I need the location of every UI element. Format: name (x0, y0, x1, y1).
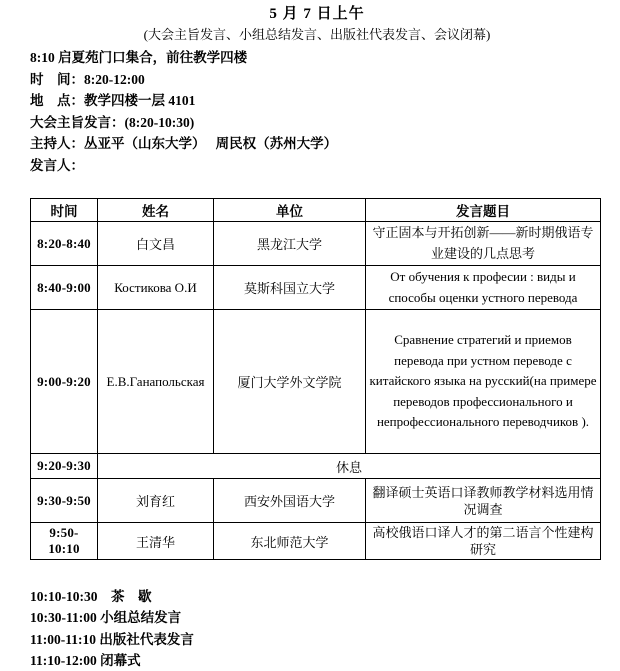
time-cell: 9:00-9:20 (31, 310, 98, 454)
info-line-hosts: 主持人：丛亚平（山东大学） 周民权（苏州大学） (30, 136, 338, 151)
footer-line-group-summary: 10:30-11:00 小组总结发言 (30, 610, 182, 626)
info-block (30, 47, 604, 176)
table-row (31, 310, 601, 454)
table-row (31, 266, 601, 310)
info-line-assembly: 8:10 启夏苑门口集合，前往教学四楼 (30, 50, 248, 65)
topic-cell: 守正固本与开拓创新——新时期俄语专业建设的几点思考 (366, 222, 601, 266)
topic-cell: 翻译硕士英语口译教师教学材料选用情况调查 (366, 479, 601, 523)
time-cell: 8:20-8:40 (31, 222, 98, 266)
column-header-topic: 发言题目 (366, 199, 601, 222)
topic-cell: От обучения к професии : виды и способы оценки устного перевода (366, 266, 601, 310)
column-header-time: 时间 (31, 199, 98, 222)
info-line-speakers: 发言人： (30, 157, 84, 173)
footer-line-closing: 11:10-12:00 闭幕式 (30, 652, 141, 668)
unit-cell: 东北师范大学 (214, 523, 366, 560)
unit-cell: 莫斯科国立大学 (214, 266, 366, 310)
topic-cell: 高校俄语口译人才的第二语言个性建构研究 (366, 523, 601, 560)
footer-line-tea-break: 10:10-10:30 茶 歇 (30, 589, 152, 604)
break-row (31, 454, 601, 479)
unit-cell: 厦门大学外文学院 (214, 310, 366, 454)
table-row (31, 479, 601, 523)
topic-cell: Сравнение стратегий и приемов перевода при устном переводе с китайского языка на русский(на примере переводов профессионального и непрофессионального переводчиков ). (366, 310, 601, 454)
page-title: 5 月 7 日上午 (269, 6, 365, 22)
footer-block (30, 586, 604, 671)
column-header-unit: 单位 (214, 199, 366, 222)
schedule-table (30, 198, 601, 560)
name-cell: 白文昌 (98, 222, 214, 266)
info-line-keynote: 大会主旨发言：(8:20-10:30) (30, 114, 195, 130)
table-row (31, 222, 601, 266)
time-cell: 9:30-9:50 (31, 479, 98, 523)
time-cell: 8:40-9:00 (31, 266, 98, 310)
name-cell: 刘育红 (98, 479, 214, 523)
unit-cell: 黑龙江大学 (214, 222, 366, 266)
page-subtitle: (大会主旨发言、小组总结发言、出版社代表发言、会议闭幕) (143, 27, 491, 42)
table-header-row (31, 199, 601, 222)
table-row (31, 523, 601, 560)
name-cell: Костикова О.И (98, 266, 214, 310)
name-cell: 王清华 (98, 523, 214, 560)
info-line-location: 地 点：教学四楼一层 4101 (30, 93, 196, 108)
break-cell: 休息 (98, 454, 601, 479)
footer-line-publisher: 11:00-11:10 出版社代表发言 (30, 631, 194, 647)
unit-cell: 西安外国语大学 (214, 479, 366, 523)
column-header-name: 姓名 (98, 199, 214, 222)
name-cell: Е.В.Ганапольская (98, 310, 214, 454)
time-cell: 9:50-10:10 (31, 523, 98, 560)
time-cell: 9:20-9:30 (31, 454, 98, 479)
info-line-time: 时 间：8:20-12:00 (30, 71, 145, 87)
